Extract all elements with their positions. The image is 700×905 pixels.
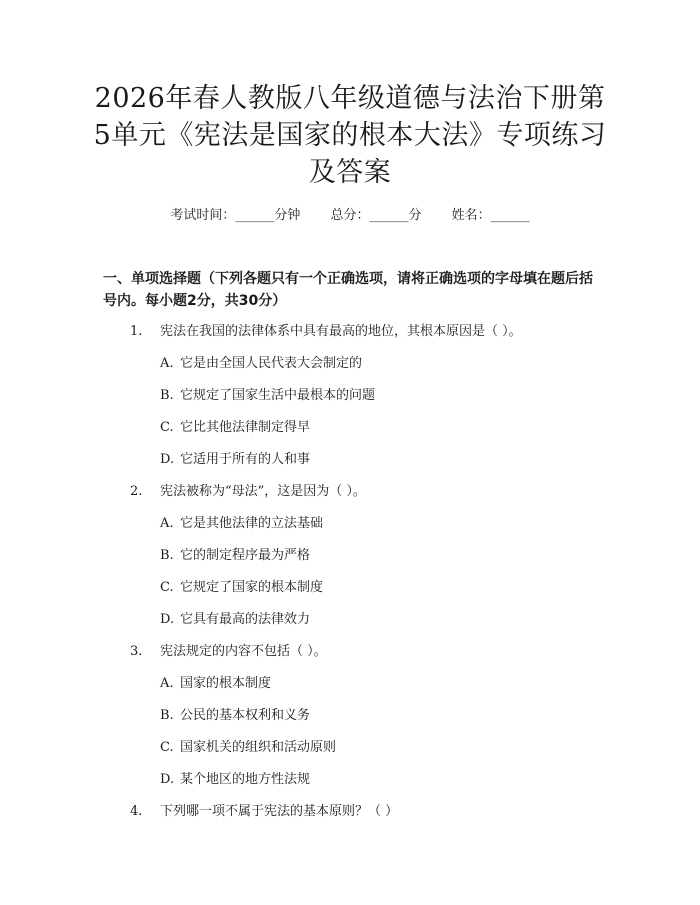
option-letter: A. [160, 516, 174, 531]
question-number: 1. [130, 324, 143, 339]
option-text: 它规定了国家的根本制度 [180, 580, 324, 595]
question [0, 796, 700, 828]
option-text: 它规定了国家生活中最根本的问题 [180, 388, 376, 403]
option-letter: B. [160, 548, 174, 563]
option [0, 508, 700, 540]
option [0, 444, 700, 476]
option-letter: D. [160, 612, 175, 627]
option-text: 它是由全国人民代表大会制定的 [180, 356, 363, 371]
exam-score: 总分：______分 [330, 208, 422, 223]
question-number: 4. [130, 804, 143, 819]
student-name: 姓名：______ [451, 208, 530, 223]
option [0, 412, 700, 444]
option [0, 604, 700, 636]
option-letter: A. [160, 676, 174, 691]
option-text: 它比其他法律制定得早 [180, 420, 311, 435]
question-text: 宪法被称为“母法”，这是因为（ ）。 [160, 484, 366, 499]
option-text: 它适用于所有的人和事 [180, 452, 311, 467]
option-letter: D. [160, 452, 175, 467]
question-list [0, 316, 700, 828]
option [0, 540, 700, 572]
option-text: 它的制定程序最为严格 [180, 548, 311, 563]
option [0, 380, 700, 412]
option-text: 它具有最高的法律效力 [180, 612, 311, 627]
option-text: 国家机关的组织和活动原则 [180, 740, 337, 755]
option-letter: C. [160, 420, 174, 435]
section-heading: 一、单项选择题（下列各题只有一个正确选项，请将正确选项的字母填在题后括号内。每小题2分，共30分） [103, 271, 593, 309]
option [0, 668, 700, 700]
option-letter: A. [160, 356, 174, 371]
option-text: 它是其他法律的立法基础 [180, 516, 324, 531]
question [0, 316, 700, 348]
option-text: 某个地区的地方性法规 [180, 772, 311, 787]
option-letter: C. [160, 740, 174, 755]
question-text: 宪法规定的内容不包括（ ）。 [160, 644, 327, 659]
option-letter: C. [160, 580, 174, 595]
option-text: 公民的基本权利和义务 [180, 708, 311, 723]
exam-meta [0, 204, 700, 223]
exam-time: 考试时间：______分钟 [170, 208, 301, 223]
question-text: 下列哪一项不属于宪法的基本原则？（ ） [160, 804, 399, 819]
question [0, 476, 700, 508]
option-letter: B. [160, 388, 174, 403]
question-number: 2. [130, 484, 143, 499]
option [0, 700, 700, 732]
question [0, 636, 700, 668]
option-letter: D. [160, 772, 175, 787]
option [0, 764, 700, 796]
option-letter: B. [160, 708, 174, 723]
option [0, 732, 700, 764]
question-text: 宪法在我国的法律体系中具有最高的地位，其根本原因是（ ）。 [160, 324, 522, 339]
option-text: 国家的根本制度 [180, 676, 272, 691]
document-title: 2026年春人教版八年级道德与法治下册第5单元《宪法是国家的根本大法》专项练习及答案 [93, 83, 607, 188]
option [0, 348, 700, 380]
question-number: 3. [130, 644, 143, 659]
option [0, 572, 700, 604]
